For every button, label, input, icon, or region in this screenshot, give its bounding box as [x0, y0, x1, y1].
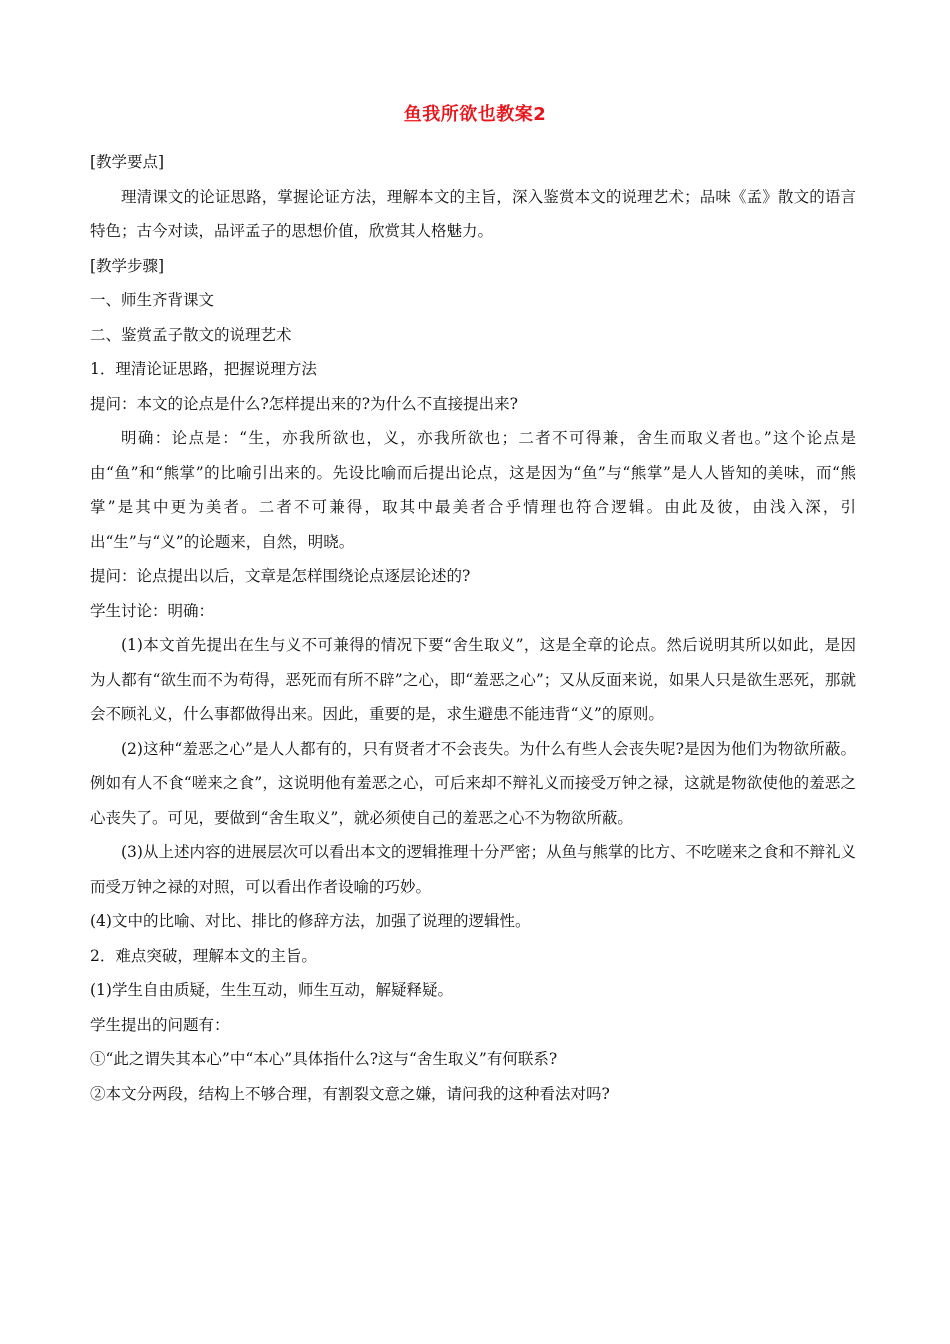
paragraph: (2)这种“羞恶之心”是人人都有的，只有贤者才不会丧失。为什么有些人会丧失呢?是因为他们为物欲所蔽。例如有人不食“嗟来之食”，这说明他有羞恶之心，可后来却不辩礼义而接受万钟之禄，这就是物欲使他的羞恶之心丧失了。可见，要做到“舍生取义”，就必须使自己的羞恶之心不为物欲所蔽。	[90, 739, 856, 827]
paragraph: 提问：本文的论点是什么?怎样提出来的?为什么不直接提出来?	[90, 394, 518, 413]
paragraph: 理清课文的论证思路，掌握论证方法，理解本文的主旨，深入鉴赏本文的说理艺术；品味《孟》散文的语言特色；古今对读，品评孟子的思想价值，欣赏其人格魅力。	[90, 187, 856, 240]
document-body	[90, 145, 856, 1111]
section-heading: [教学要点]	[90, 153, 165, 171]
paragraph: ①“此之谓失其本心”中“本心”具体指什么?这与“舍生取义”有何联系?	[90, 1050, 558, 1068]
paragraph: (1)学生自由质疑，生生互动，师生互动，解疑释疑。	[90, 981, 453, 999]
document-title: 鱼我所欲也教案2	[403, 104, 547, 125]
paragraph: 提问：论点提出以后，文章是怎样围绕论点逐层论述的?	[90, 567, 471, 585]
paragraph: (1)本文首先提出在生与义不可兼得的情况下要“舍生取义”，这是全章的论点。然后说明其所以如此，是因为人都有“欲生而不为苟得，恶死而有所不辟”之心，即“羞恶之心”；又从反面来说，如果人只是欲生恶死，那就会不顾礼义，什么事都做得出来。因此，重要的是，求生避患不能违背“义”的原则。	[90, 636, 856, 723]
paragraph: (4)文中的比喻、对比、排比的修辞方法，加强了说理的逻辑性。	[90, 912, 531, 930]
paragraph: 2．难点突破，理解本文的主旨。	[90, 946, 317, 965]
paragraph: 二、鉴赏孟子散文的说理艺术	[90, 325, 292, 344]
paragraph: 明确：论点是：“生，亦我所欲也，义，亦我所欲也；二者不可得兼，舍生而取义者也。”这个论点是由“鱼”和“熊掌”的比喻引出来的。先设比喻而后提出论点，这是因为“鱼”与“熊掌”是人人皆知的美味，而“熊掌”是其中更为美者。二者不可兼得，取其中最美者合乎情理也符合逻辑。由此及彼，由浅入深，引出“生”与“义”的论题来，自然，明晓。	[90, 429, 856, 551]
paragraph: 1．理清论证思路，把握说理方法	[90, 360, 317, 378]
paragraph: 学生讨论：明确：	[90, 601, 215, 620]
paragraph: 一、师生齐背课文	[90, 291, 215, 309]
paragraph: ②本文分两段，结构上不够合理，有割裂文意之嫌，请问我的这种看法对吗?	[90, 1084, 610, 1103]
paragraph: (3)从上述内容的进展层次可以看出本文的逻辑推理十分严密；从鱼与熊掌的比方、不吃嗟来之食和不辩礼义而受万钟之禄的对照，可以看出作者设喻的巧妙。	[90, 843, 856, 896]
paragraph: 学生提出的问题有：	[90, 1015, 230, 1034]
section-heading: [教学步骤]	[90, 256, 165, 275]
